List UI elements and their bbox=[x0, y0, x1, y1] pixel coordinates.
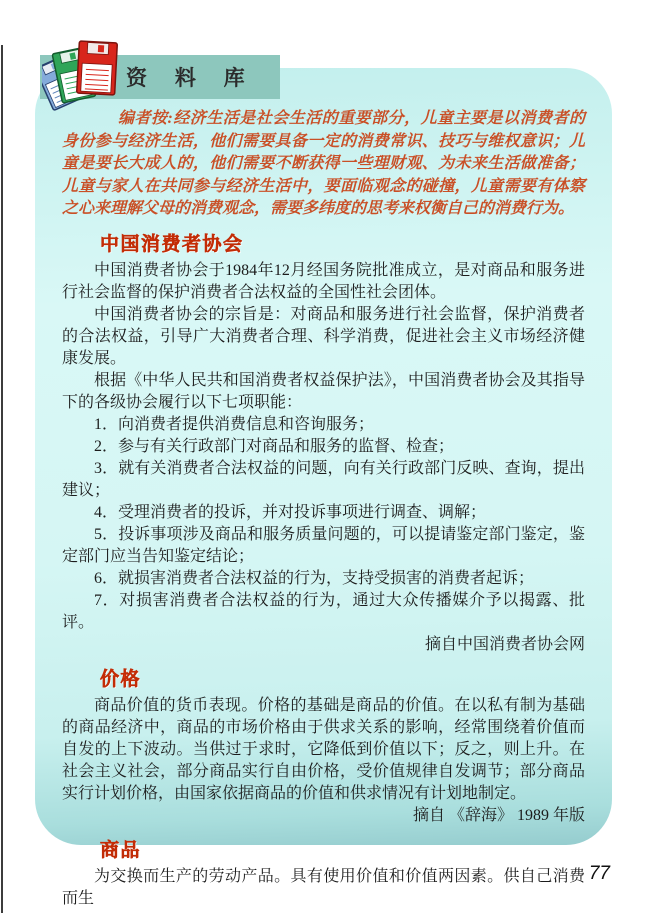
list-item: 2．参与有关行政部门对商品和服务的监督、检查； bbox=[94, 437, 455, 455]
paragraph: 根据《中华人民共和国消费者权益保护法》，中国消费者协会及其指导下的各级协会履行以下七项职能： bbox=[62, 371, 585, 411]
section-consumers-association bbox=[62, 233, 585, 656]
paragraph: 为交换而生产的劳动产品。具有使用价值和价值两因素。供自己消费而生 bbox=[62, 867, 585, 907]
list-item: 4．受理消费者的投诉，并对投诉事项进行调查、调解； bbox=[94, 503, 487, 521]
page-number: 77 bbox=[588, 863, 610, 884]
section-price bbox=[62, 668, 585, 827]
section-title-commodity: 商品 bbox=[100, 839, 142, 861]
attribution: 摘自 《辞海》 1989 年版 bbox=[412, 806, 585, 824]
floppy-disk-red-icon bbox=[77, 41, 118, 95]
paragraph: 中国消费者协会的宗旨是：对商品和服务进行社会监督，保护消费者的合法权益，引导广大消费者合理、科学消费，促进社会主义市场经济健康发展。 bbox=[62, 305, 585, 367]
floppy-disks-icon bbox=[42, 40, 120, 120]
header-title: 资 料 库 bbox=[126, 67, 256, 90]
paragraph: 商品价值的货币表现。价格的基础是商品的价值。在以私有制为基础的商品经济中，商品的市场价格由于供求关系的影响，经常围绕着价值而自发的上下波动。当供过于求时，它降低到价值以下；反之，则上升。在社会主义社会，部分商品实行自由价格，受价值规律自发调节；部分商品实行计划价格，由国家依据商品的价值和供求情况有计划地制定。 bbox=[62, 696, 585, 802]
list-item: 1．向消费者提供消费信息和咨询服务； bbox=[94, 415, 375, 433]
list-item: 7．对损害消费者合法权益的行为，通过大众传播媒介予以揭露、批评。 bbox=[62, 591, 585, 631]
editor-note: 编者按:经济生活是社会生活的重要部分，儿童主要是以消费者的身份参与经济生活，他们需要具备一定的消费常识、技巧与维权意识；儿童是要长大成人的，他们需要不断获得一些理财观、为未来生活做准备；儿童与家人在共同参与经济生活中，要面临观念的碰撞，儿童需要有体察之心来理解父母的消费观念，需要多纬度的思考来权衡自己的消费行为。 bbox=[62, 110, 585, 217]
section-title-price: 价格 bbox=[100, 668, 142, 690]
paragraph: 中国消费者协会于1984年12月经国务院批准成立，是对商品和服务进行社会监督的保护消费者合法权益的全国性社会团体。 bbox=[62, 261, 585, 301]
list-item: 5．投诉事项涉及商品和服务质量问题的，可以提请鉴定部门鉴定，鉴定部门应当告知鉴定结论； bbox=[62, 525, 585, 565]
attribution: 摘自中国消费者协会网 bbox=[424, 635, 585, 653]
list-item: 3．就有关消费者合法权益的问题，向有关行政部门反映、查询，提出建议； bbox=[62, 459, 585, 499]
section-commodity bbox=[62, 839, 585, 910]
page-edge-line bbox=[1, 45, 3, 913]
section-title-consumers-association: 中国消费者协会 bbox=[100, 233, 244, 255]
list-item: 6．就损害消费者合法权益的行为，支持受损害的消费者起诉； bbox=[94, 569, 535, 587]
